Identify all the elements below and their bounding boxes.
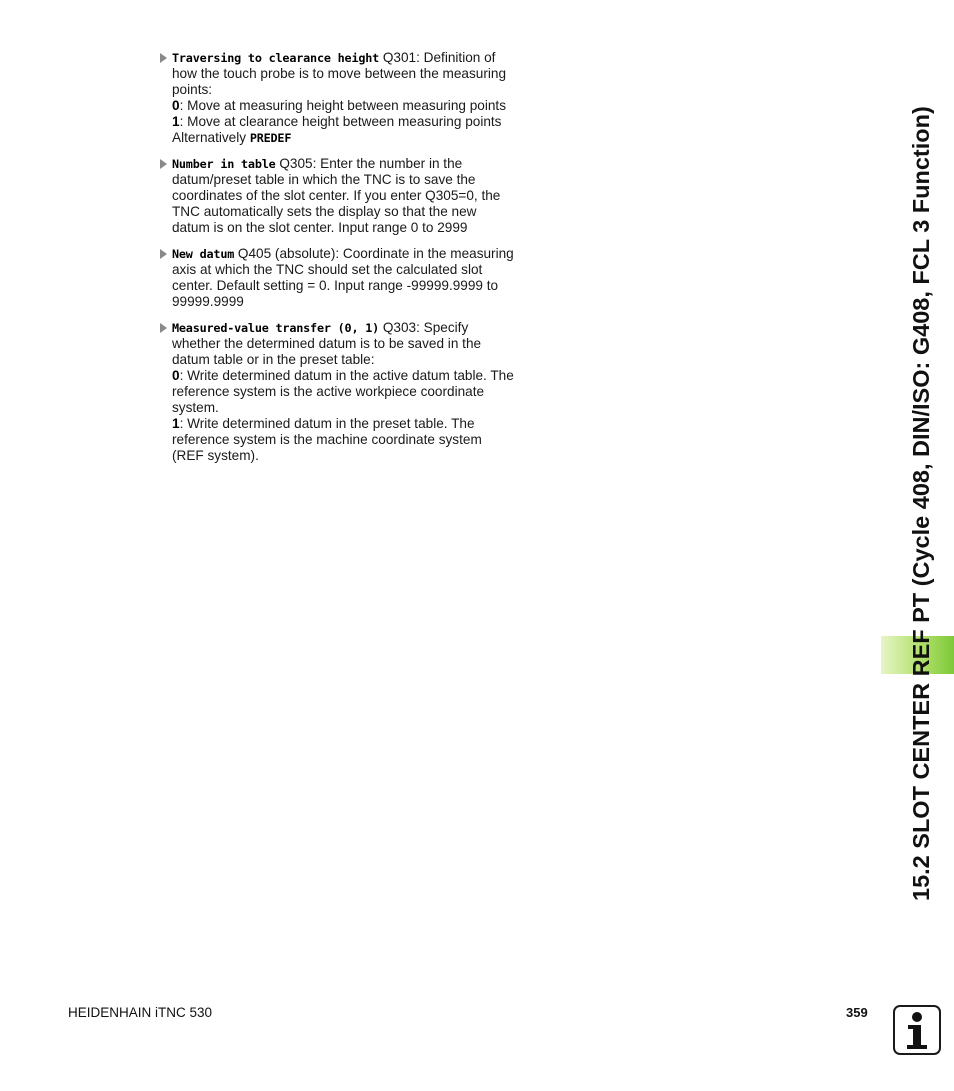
info-icon [893,1005,941,1055]
param-q405 [158,246,514,310]
alternative-label: Alternatively [172,130,250,145]
param-keyword: New datum [172,247,235,261]
alternative-value: PREDEF [249,131,292,145]
param-q305 [158,156,514,236]
info-icon-serif-bottom [907,1045,927,1049]
bullet-arrow-icon [160,323,167,333]
footer-manual-title: HEIDENHAIN iTNC 530 [68,1005,213,1020]
option-number: 0 [172,98,180,113]
info-icon-stem [913,1025,921,1047]
option-text: : Write determined datum in the preset table. The reference system is the machine coordinate system (REF system). [172,416,482,463]
option-text: : Move at clearance height between measuring points [179,114,502,129]
param-q303 [158,320,514,464]
param-description: Q301: Definition of how the touch probe is to move between the measuring points: [172,50,507,97]
bullet-arrow-icon [160,159,167,169]
param-description: Q305: Enter the number in the datum/preset table in which the TNC is to save the coordinates of the slot center. If you enter Q305=0, the TNC automatically sets the display so that the new datum is on the slot center. Input range 0 to 2999 [172,156,501,235]
option-text: : Write determined datum in the active datum table. The reference system is the active workpiece coordinate system. [172,368,514,415]
option-text: : Move at measuring height between measuring points [179,98,506,113]
page-number: 359 [846,1005,868,1020]
param-q301 [158,50,514,146]
option-number: 1 [172,114,180,129]
info-icon-dot [912,1012,922,1022]
bullet-arrow-icon [160,249,167,259]
param-keyword: Traversing to clearance height [172,51,380,65]
option-number: 1 [172,416,180,431]
bullet-arrow-icon [160,53,167,63]
param-keyword: Measured-value transfer (0, 1) [172,321,380,335]
chapter-sidebar-title: 15.2 SLOT CENTER REF PT (Cycle 408, DIN/ISO: G408, FCL 3 Function) [908,106,934,901]
parameter-list [158,50,514,474]
option-number: 0 [172,368,180,383]
param-description: Q303: Specify whether the determined datum is to be saved in the datum table or in the preset table: [172,320,482,367]
param-keyword: Number in table [172,157,276,171]
param-description: Q405 (absolute): Coordinate in the measuring axis at which the TNC should set the calculated slot center. Default setting = 0. Input range -99999.9999 to 99999.9999 [172,246,514,309]
